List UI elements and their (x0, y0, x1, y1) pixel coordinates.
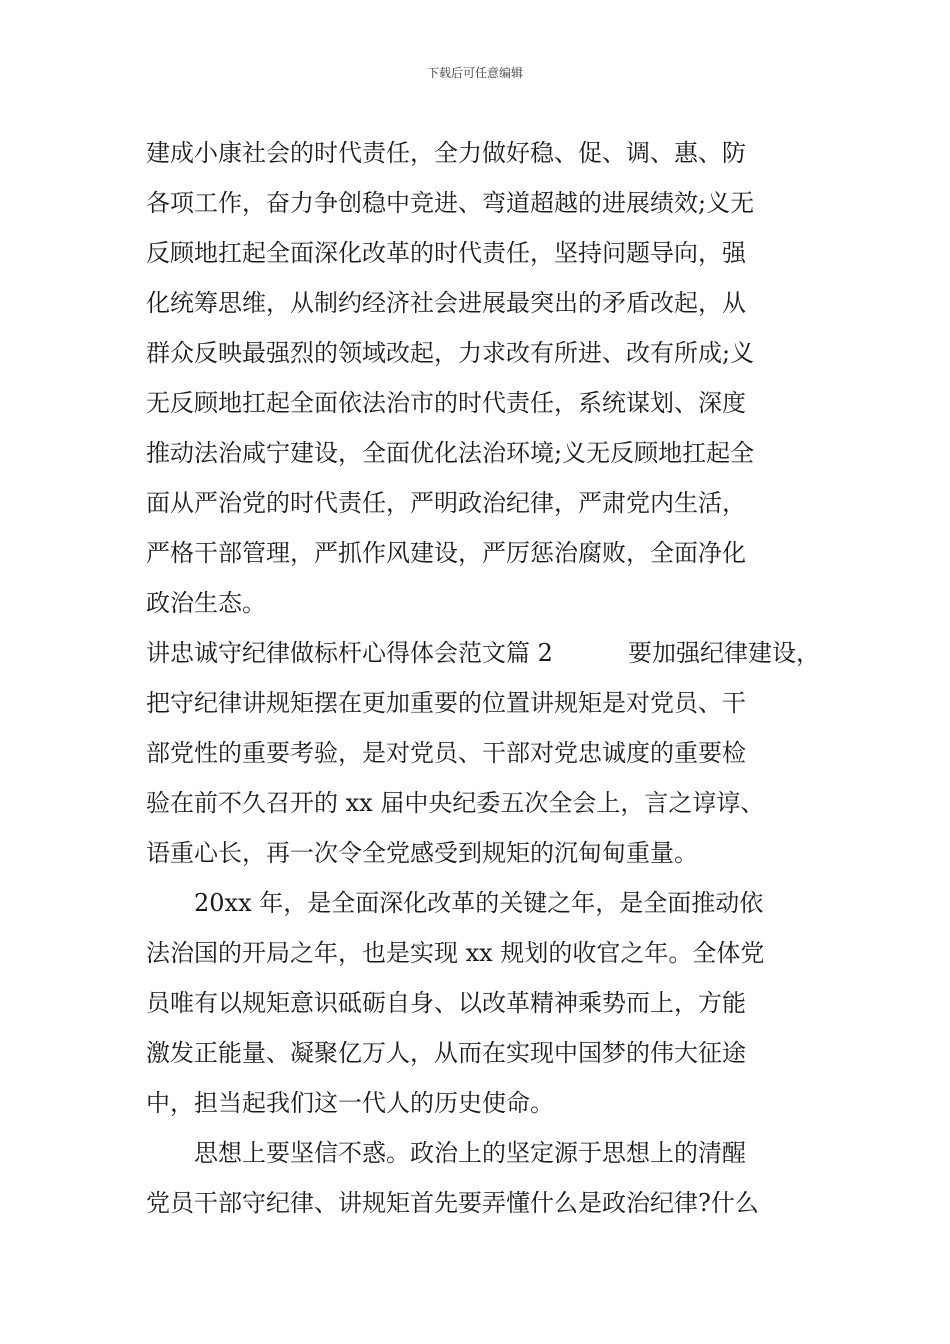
text-line: 严格干部管理，严抓作风建设，严厉惩治腐败，全面净化 (146, 539, 746, 567)
section-2 (146, 628, 826, 878)
text-line: 反顾地扛起全面深化改革的时代责任，坚持问题导向，强 (146, 239, 746, 267)
text-line: 面从严治党的时代责任，严明政治纪律，严肃党内生活， (146, 489, 746, 517)
text-line: 各项工作，奋力争创稳中竞进、弯道超越的进展绩效;义无 (146, 189, 755, 217)
document-body (146, 128, 826, 1228)
text-line: 化统筹思维，从制约经济社会进展最突出的矛盾改起，从 (146, 289, 746, 317)
text-line: 把守纪律讲规矩摆在更加重要的位置讲规矩是对党员、干 (146, 689, 746, 717)
section-heading-tail: 要加强纪律建设， (628, 639, 820, 667)
paragraph-1 (146, 128, 826, 628)
page-header-note: 下载后可任意编辑 (426, 66, 523, 80)
text-line: 建成小康社会的时代责任，全力做好稳、促、调、惠、防 (146, 139, 746, 167)
text-line: 中，担当起我们这一代人的历史使命。 (146, 1089, 554, 1117)
text-line: 政治生态。 (146, 589, 266, 617)
text-line: 20xx 年，是全面深化改革的关键之年，是全面推动依 (194, 889, 764, 917)
text-line: 党员干部守纪律、讲规矩首先要弄懂什么是政治纪律?什么 (146, 1189, 759, 1217)
paragraph-4 (146, 1128, 826, 1228)
section-heading: 讲忠诚守纪律做标杆心得体会范文篇 2 (146, 639, 553, 667)
section-heading-line (146, 628, 826, 678)
text-line: 部党性的重要考验，是对党员、干部对党忠诚度的重要检 (146, 739, 746, 767)
text-line: 推动法治咸宁建设，全面优化法治环境;义无反顾地扛起全 (146, 439, 755, 467)
text-line: 群众反映最强烈的领域改起，力求改有所进、改有所成;义 (146, 339, 755, 367)
text-line: 无反顾地扛起全面依法治市的时代责任，系统谋划、深度 (146, 389, 746, 417)
text-line: 验在前不久召开的 xx 届中央纪委五次全会上，言之谆谆、 (146, 789, 765, 817)
text-line: 员唯有以规矩意识砥砺自身、以改革精神乘势而上，方能 (146, 989, 746, 1017)
text-line: 语重心长，再一次令全党感受到规矩的沉甸甸重量。 (146, 839, 698, 867)
text-line: 法治国的开局之年，也是实现 xx 规划的收官之年。全体党 (146, 939, 765, 967)
text-line: 思想上要坚信不惑。政治上的坚定源于思想上的清醒 (194, 1139, 746, 1167)
text-line: 激发正能量、凝聚亿万人，从而在实现中国梦的伟大征途 (146, 1039, 746, 1067)
paragraph-3 (146, 878, 826, 1128)
